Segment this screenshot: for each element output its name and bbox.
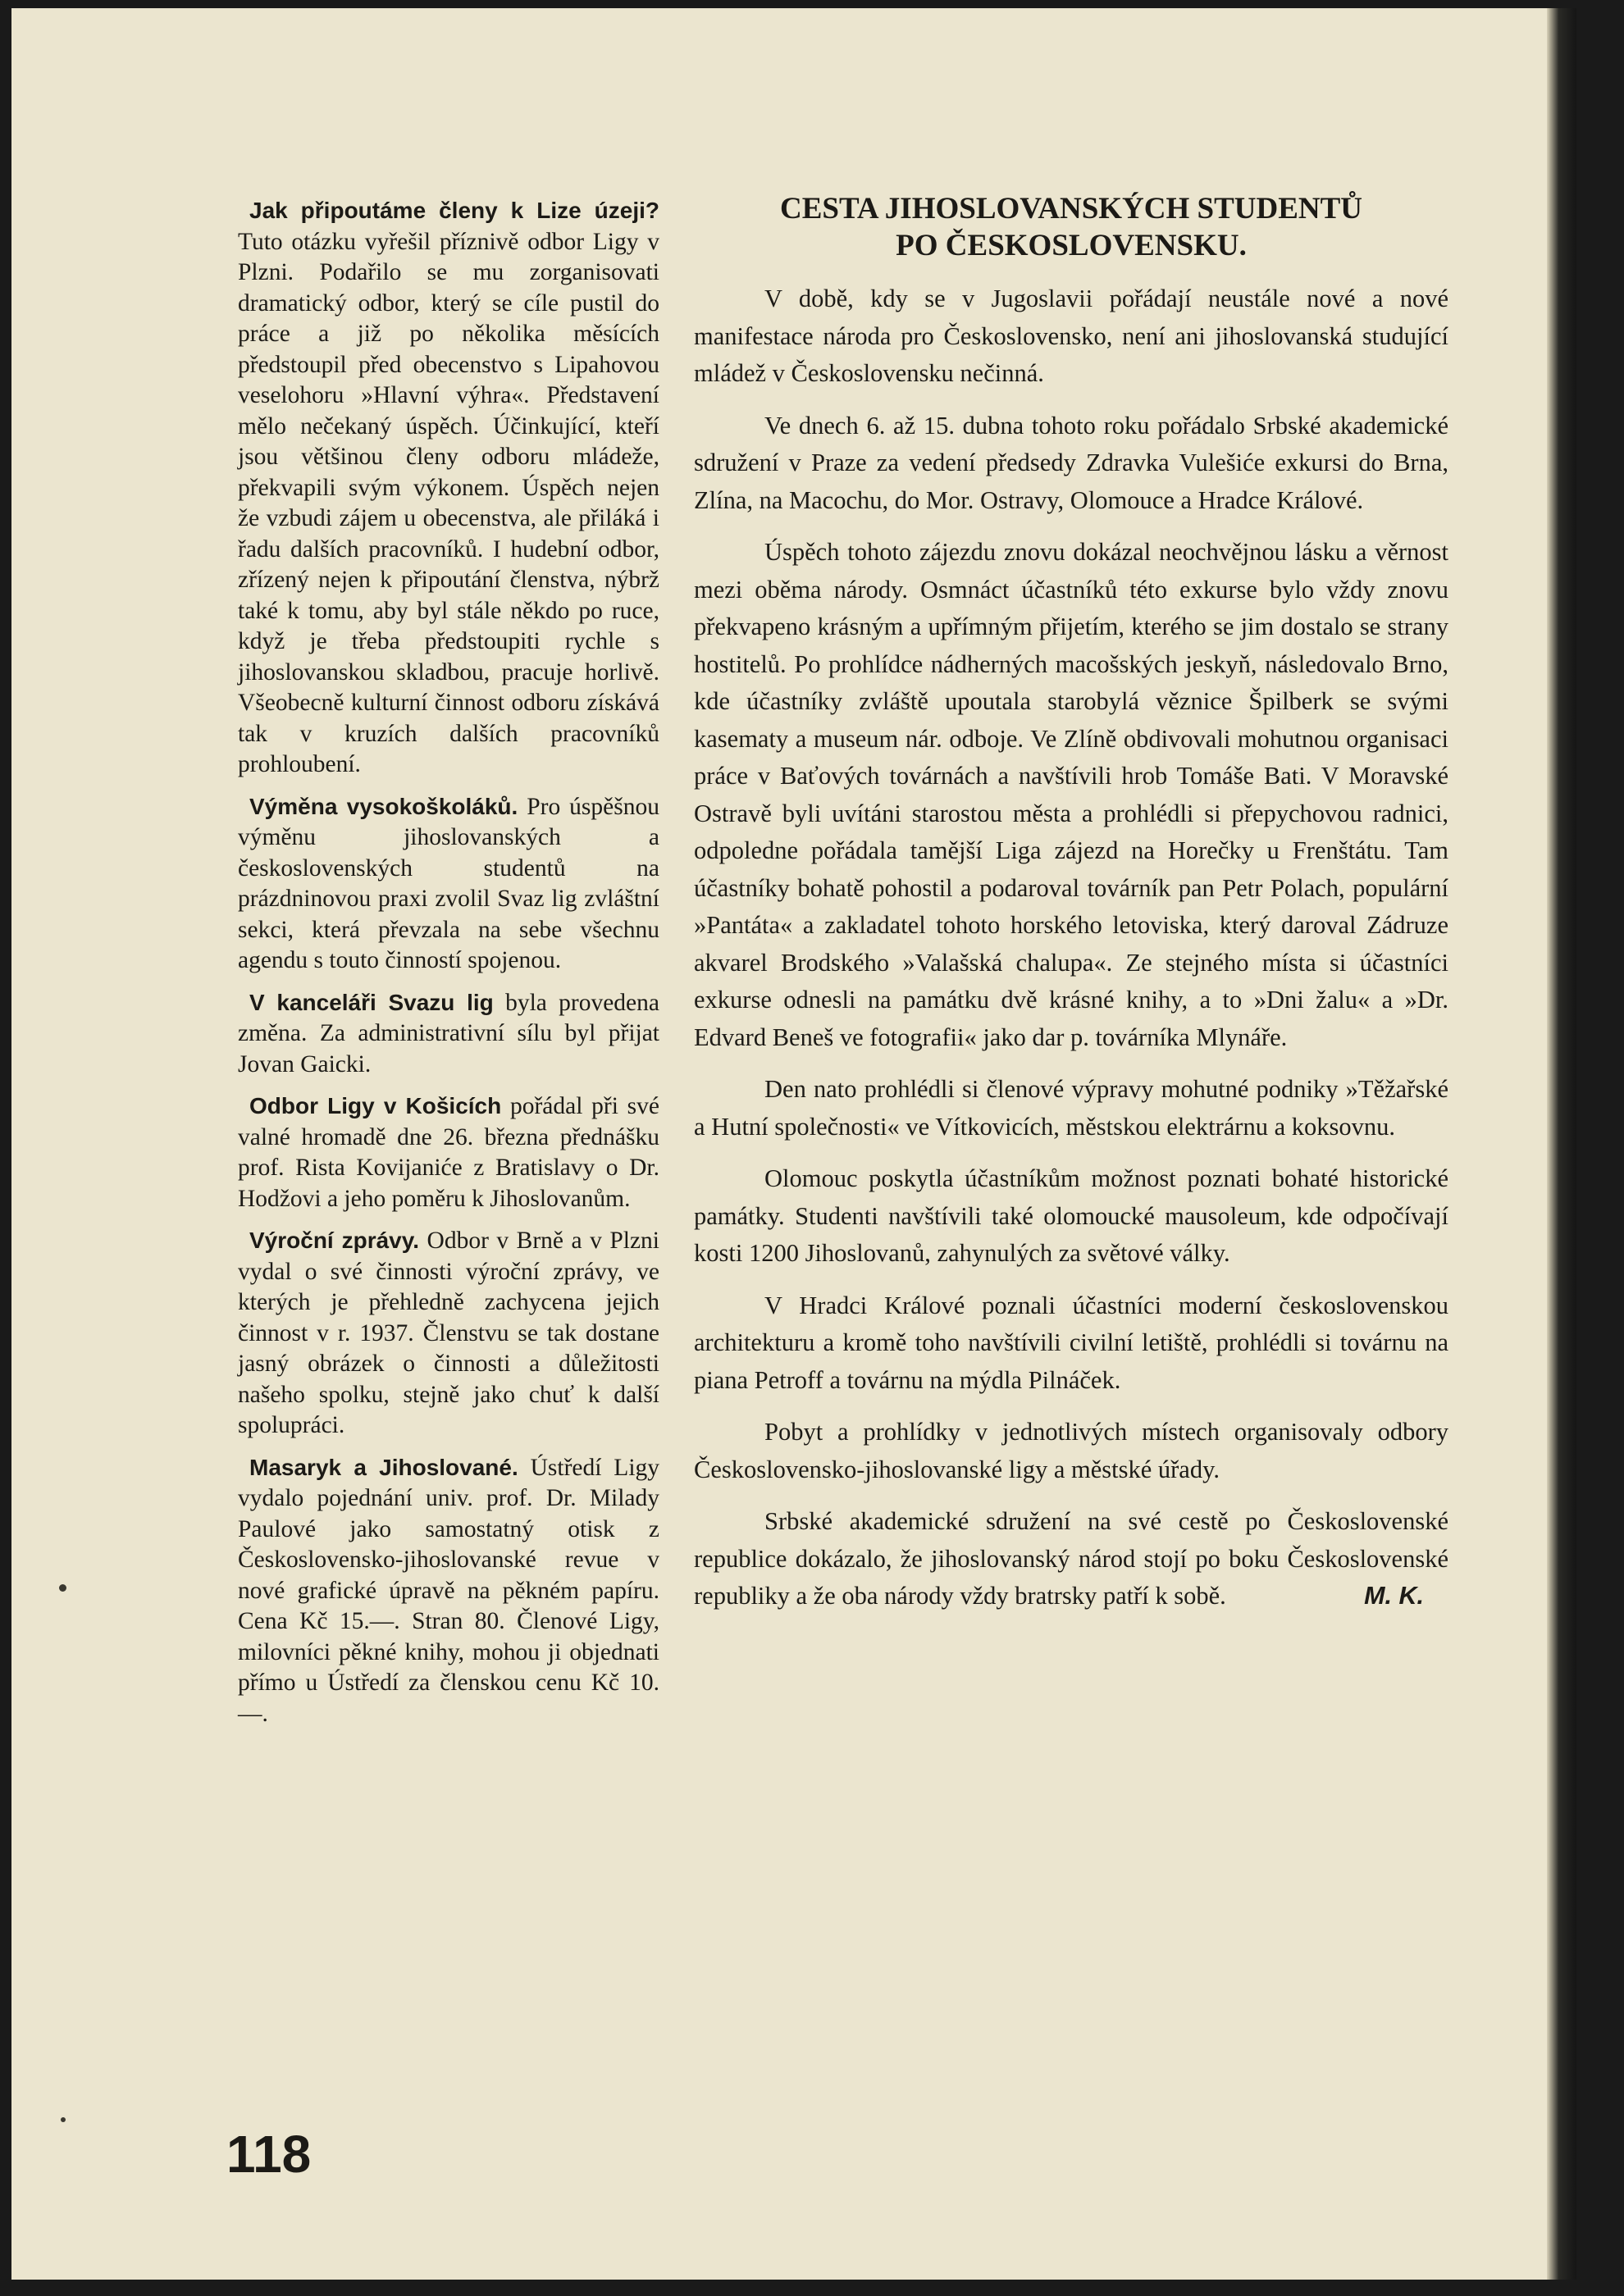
article-paragraph-text: Srbské akademické sdružení na své cestě po Československé republice dokázalo, že jihoslovanský národ stojí po boku Československé republiky a že oba národy vždy bratrsky patří k sobě.	[694, 1507, 1448, 1610]
news-item-reports	[238, 1225, 659, 1442]
article-title-line-1: CESTA JIHOSLOVANSKÝCH STUDENTŮ	[779, 192, 1363, 226]
article-paragraph: Pobyt a prohlídky v jednotlivých místech organisovaly odbory Československo-jihoslovanské ligy a městské úřady.	[694, 1418, 1448, 1483]
news-heading: Masaryk a Jihoslované.	[249, 1454, 518, 1480]
page-number: 118	[226, 2125, 312, 2184]
news-item-masaryk	[238, 1452, 659, 1730]
news-text: Odbor v Brně a v Plzni vydal o své činnosti výroční zprávy, ve kterých je přehledně zachycena jejich činnost v r. 1937. Členstvu se tak dostane jasný obrázek o činnosti a důležitosti našeho spolku, stejně jako chuť k další spolupráci.	[238, 1228, 659, 1438]
article-title-line-2: PO ČESKOSLOVENSKU.	[896, 229, 1247, 262]
author-signature: M. K.	[1364, 1582, 1424, 1610]
news-item-members	[238, 195, 659, 781]
right-column-article	[694, 190, 1448, 1630]
article-last-paragraph	[694, 1503, 1448, 1615]
news-item-kosice	[238, 1091, 659, 1214]
news-heading: Odbor Ligy v Košicích	[249, 1093, 502, 1118]
news-item-office	[238, 987, 659, 1081]
news-heading: Jak připoutáme členy k Lize úzeji?	[249, 198, 659, 223]
scanned-page	[11, 8, 1576, 2280]
news-heading: V kanceláři Svazu lig	[249, 989, 494, 1015]
article-paragraph: Úspěch tohoto zájezdu znovu dokázal neochvějnou lásku a věrnost mezi oběma národy. Osmnáct účastníků této exkurse bylo vždy znovu překvapeno krásným a upřímným přijetím, kterého se jim dostalo se strany hostitelů. Po prohlídce nádherných macošských jeskyň, následovalo Brno, kde účastníky zvláště upoutala starobylá věznice Špilberk se svými kasematy a museum nár. odboje. Ve Zlíně obdivovali mohutnou organisaci práce v Baťových továrnách a navštívili hrob Tomáše Bati. V Moravské Ostravě byli uvítáni starostou města a prohlédli si přepychovou radnici, odpoledne pořádala tamější Liga zájezd na Horečky u Frenštátu. Tam účastníky bohatě pohostil a podaroval továrník pan Petr Polach, populární »Pantáta« a zakladatel tohoto horského letoviska, který daroval Zádruze akvarel Brodského »Valašská chalupa«. Ze stejného místa si účastníci exkurse odnesli na památku dvě krásné knihy, a to »Dni žalu« a »Dr. Edvard Beneš ve fotografii« jako dar p. továrníka Mlynáře.	[694, 538, 1448, 1051]
news-text: Ústředí Ligy vydalo pojednání univ. prof. Dr. Milady Paulové jako samostatný otisk z Československo-jihoslovanské revue v nové grafické úpravě na pěkném papíru. Cena Kč 15.—. Stran 80. Členové Ligy, milovníci pěkné knihy, mohou ji objednati přímo u Ústředí za členskou cenu Kč 10.—.	[238, 1454, 660, 1727]
left-column-news	[238, 195, 659, 1740]
article-paragraph: V Hradci Králové poznali účastníci moderní československou architekturu a kromě toho navštívili civilní letiště, prohlédli si továrnu na piana Petroff a továrnu na mýdla Pilnáček.	[694, 1291, 1448, 1394]
news-heading: Výměna vysokoškoláků.	[249, 793, 518, 819]
news-text: pořádal při své valné hromadě dne 26. března přednášku prof. Rista Kovijaniće z Bratislavy o Dr. Hodžovi a jeho poměru k Jihoslovanům.	[238, 1093, 659, 1212]
news-text: Pro úspěšnou výměnu jihoslovanských a československých studentů na prázdninovou praxi zvolil Svaz lig zvláštní sekci, která převzala na sebe všechnu agendu s touto činností spojenou.	[238, 793, 659, 973]
article-paragraph: Olomouc poskytla účastníkům možnost poznati bohaté historické památky. Studenti navštívili také olomoucké mausoleum, kde odpočívají kosti 1200 Jihoslovanů, zahynulých za světové války.	[694, 1164, 1448, 1267]
article-title	[694, 190, 1448, 264]
article-paragraph: Den nato prohlédli si členové výpravy mohutné podniky »Těžařské a Hutní společnosti« ve Vítkovicích, městskou elektrárnu a koksovnu.	[694, 1075, 1448, 1141]
scan-speck	[61, 2117, 66, 2122]
article-paragraph: V době, kdy se v Jugoslavii pořádají neustále nové a nové manifestace národa pro Československo, není ani jihoslovanská studující mládež v Československu nečinná.	[694, 285, 1448, 387]
news-text: Tuto otázku vyřešil příznivě odbor Ligy v Plzni. Podařilo se mu zorganisovati dramatický odbor, který se cíle pustil do práce a již po několika měsících předstoupil před obecenstvo s Lipahovou veselohoru »Hlavní výhra«. Představení mělo nečekaný úspěch. Účinkující, kteří jsou většinou členy odboru mládeže, překvapili svým výkonem. Úspěch nejen že vzbudi zájem u obecenstva, ale přiláká i řadu dalších pracovníků. I hudební odbor, zřízený nejen k připoutání členstva, nýbrž také k tomu, aby byl stále někdo po ruce, když je třeba předstoupiti rychle s jihoslovanskou skladbou, pracuje horlivě. Všeobecně kulturní činnost odboru získává tak v kruzích dalších pracovníků prohloubení.	[238, 228, 659, 777]
news-item-exchange	[238, 791, 659, 977]
article-paragraph: Ve dnech 6. až 15. dubna tohoto roku pořádalo Srbské akademické sdružení v Praze za vedení předsedy Zdravka Vulešiće exkursi do Brna, Zlína, na Macochu, do Mor. Ostravy, Olomouce a Hradce Králové.	[694, 411, 1448, 514]
scan-speck	[59, 1584, 66, 1592]
news-heading: Výroční zprávy.	[249, 1228, 420, 1253]
news-text: byla provedena změna. Za administrativní sílu byl přijat Jovan Gaicki.	[238, 989, 659, 1077]
page-edge-shadow	[1547, 8, 1576, 2280]
